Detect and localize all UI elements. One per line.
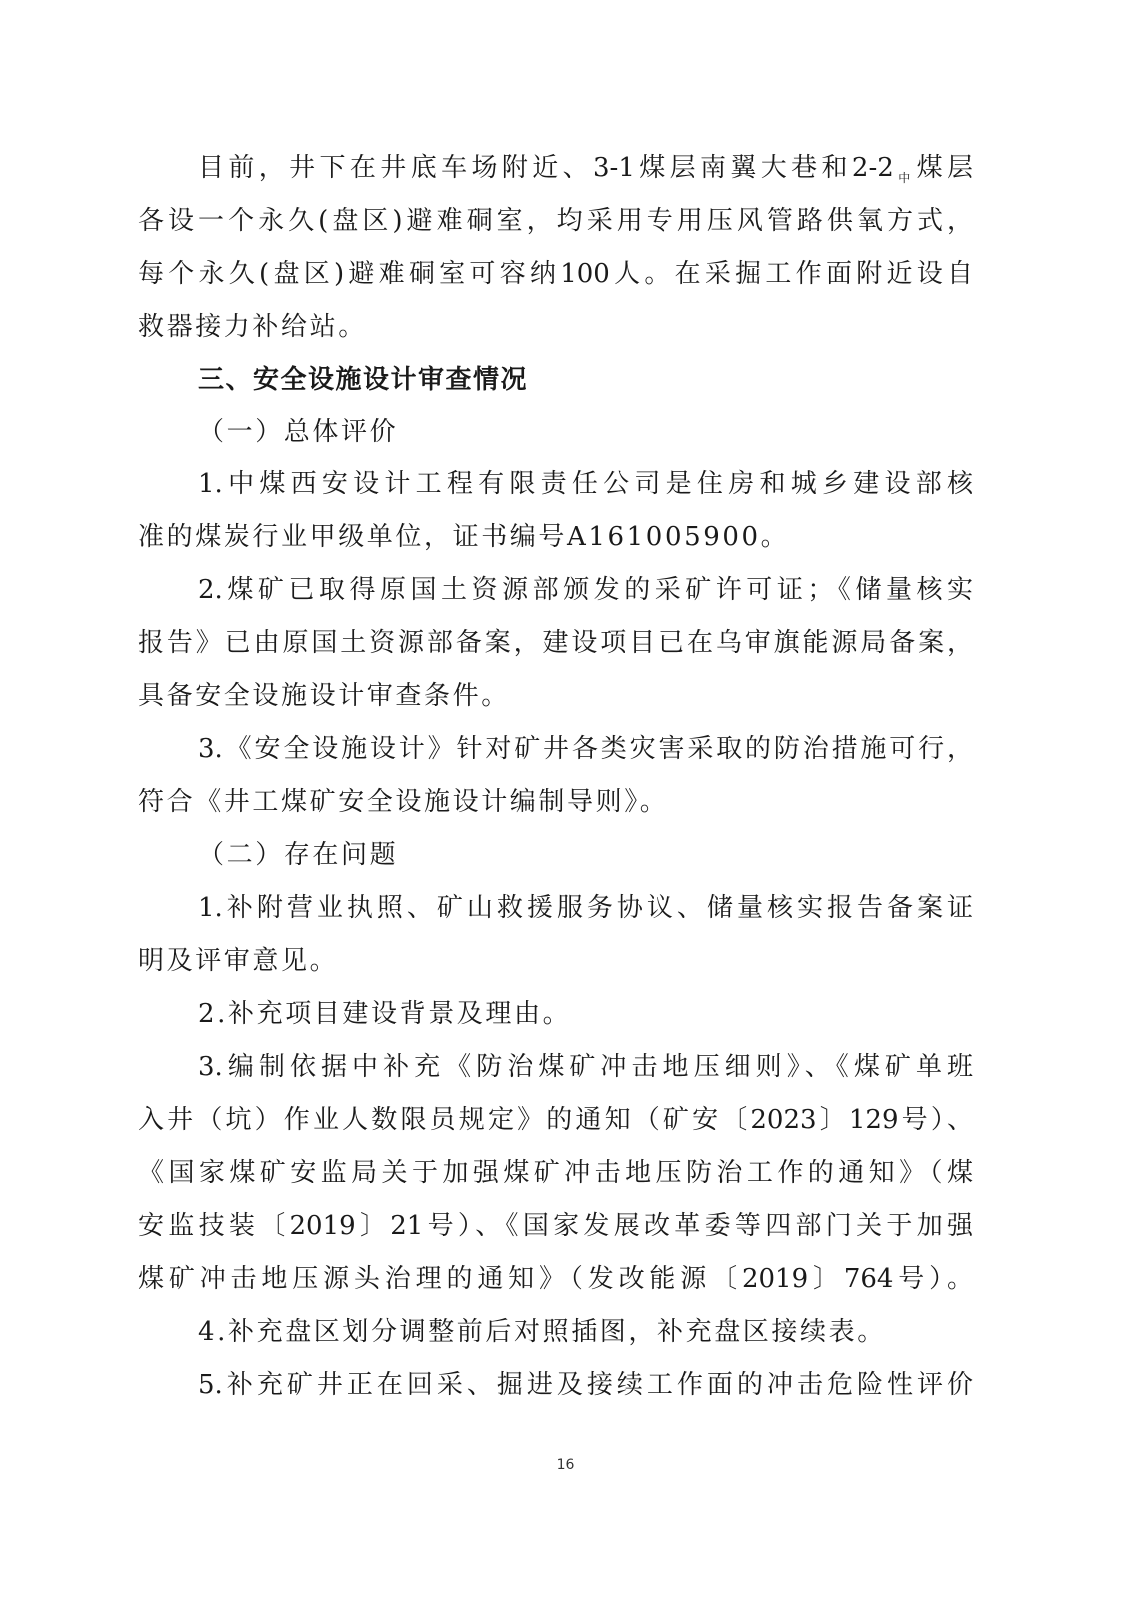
subsection-heading: （一）总体评价: [198, 417, 399, 447]
paragraph-line: 3.编制依据中补充《防治煤矿冲击地压细则》、《煤矿单班: [198, 1052, 973, 1082]
page-number: 16: [556, 1457, 575, 1473]
paragraph-line: 5.补充矿井正在回采、掘进及接续工作面的冲击危险性评价: [198, 1370, 973, 1400]
paragraph-line: 3.《安全设施设计》针对矿井各类灾害采取的防治措施可行，: [198, 734, 973, 764]
paragraph-line: 煤矿冲击地压源头治理的通知》（发改能源〔2019〕764号）。: [138, 1264, 973, 1294]
subscript-text: 中: [893, 171, 915, 185]
paragraph-line: 安监技装〔2019〕21号）、《国家发展改革委等四部门关于加强: [138, 1211, 973, 1241]
paragraph-line: 符合《井工煤矿安全设施设计编制导则》。: [138, 787, 669, 817]
paragraph-line: 救器接力补给站。: [138, 312, 367, 342]
paragraph-line: 《国家煤矿安监局关于加强煤矿冲击地压防治工作的通知》（煤: [138, 1158, 973, 1188]
paragraph-line: 具备安全设施设计审查条件。: [138, 681, 510, 711]
subsection-heading: （二）存在问题: [198, 840, 399, 870]
paragraph-line: 1.补附营业执照、矿山救援服务协议、储量核实报告备案证: [198, 893, 973, 923]
paragraph-line: 明及评审意见。: [138, 946, 339, 976]
paragraph-line: 入井（坑）作业人数限员规定》的通知（矿安〔2023〕129号）、: [138, 1105, 973, 1135]
paragraph-line: 2.补充项目建设背景及理由。: [198, 999, 572, 1029]
line-text: 煤层: [916, 153, 973, 183]
paragraph-line: 准的煤炭行业甲级单位，证书编号A161005900。: [138, 522, 790, 552]
paragraph-line: 2.煤矿已取得原国土资源部颁发的采矿许可证；《储量核实: [198, 575, 973, 605]
paragraph-line: 每个永久(盘区)避难硐室可容纳100人。在采掘工作面附近设自: [138, 259, 973, 289]
paragraph-line: [198, 152, 973, 184]
paragraph-line: 各设一个永久(盘区)避难硐室，均采用专用压风管路供氧方式，: [138, 206, 973, 236]
paragraph-line: 4.补充盘区划分调整前后对照插图，补充盘区接续表。: [198, 1317, 886, 1347]
section-heading: 三、安全设施设计审查情况: [198, 365, 529, 395]
line-text: 目前，井下在井底车场附近、3-1煤层南翼大巷和2-2: [198, 153, 894, 183]
paragraph-line: 报告》已由原国土资源部备案，建设项目已在乌审旗能源局备案，: [138, 628, 973, 658]
paragraph-line: 1.中煤西安设计工程有限责任公司是住房和城乡建设部核: [198, 469, 973, 499]
